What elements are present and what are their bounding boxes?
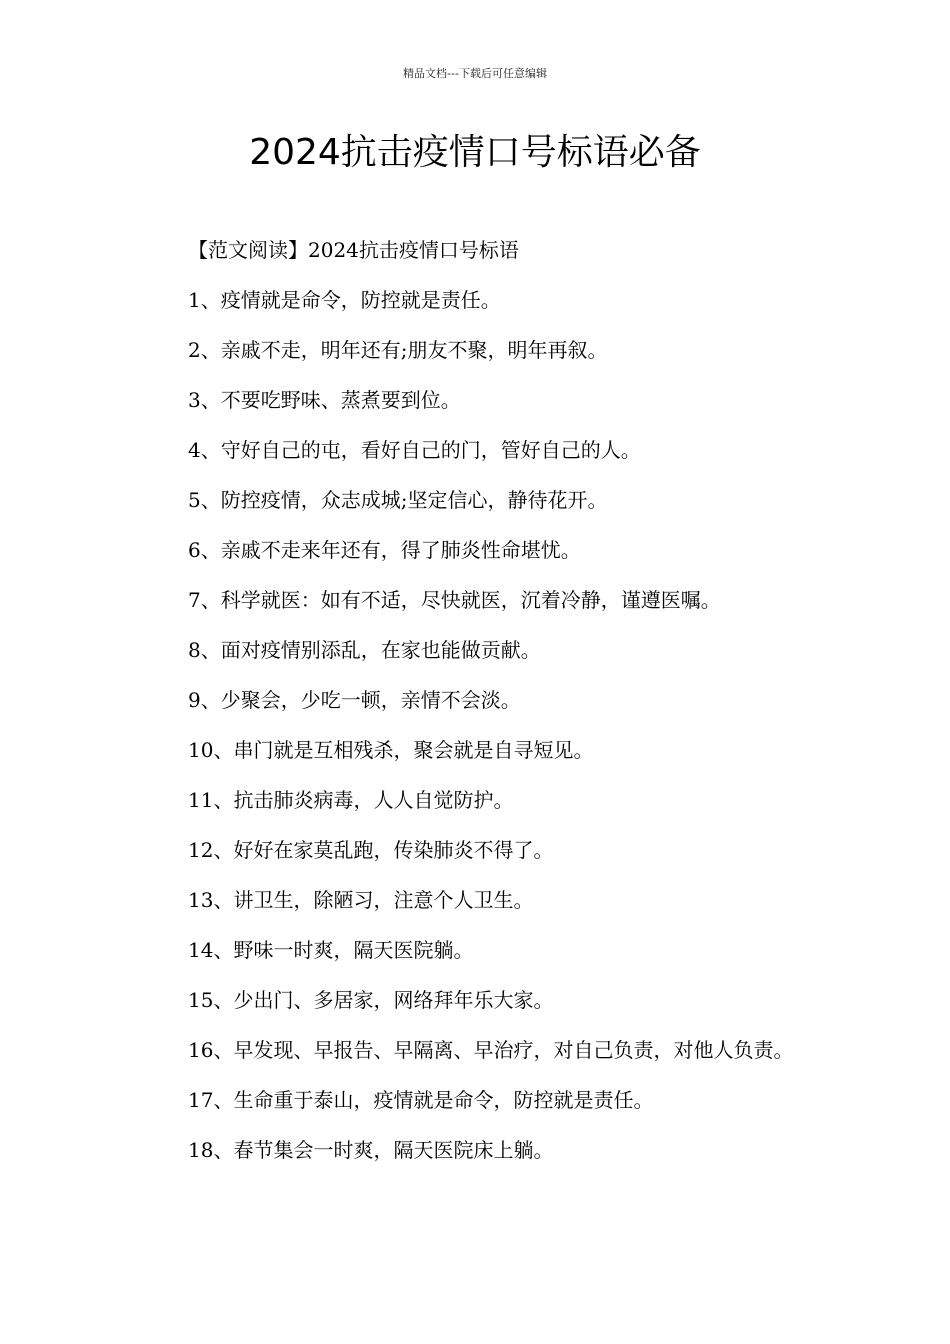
document-title: 2024抗击疫情口号标语必备 — [249, 132, 701, 173]
slogan-item: 11、抗击肺炎病毒，人人自觉防护。 — [188, 788, 514, 812]
slogan-item: 3、不要吃野味、蒸煮要到位。 — [188, 388, 461, 412]
slogan-item: 13、讲卫生，除陋习，注意个人卫生。 — [188, 888, 534, 912]
slogan-item: 1、疫情就是命令，防控就是责任。 — [188, 288, 501, 312]
slogan-item: 15、少出门、多居家，网络拜年乐大家。 — [188, 988, 554, 1012]
slogan-item: 9、少聚会，少吃一顿，亲情不会淡。 — [188, 688, 521, 712]
slogan-item: 4、守好自己的屯，看好自己的门，管好自己的人。 — [188, 438, 641, 462]
slogan-item: 17、生命重于泰山，疫情就是命令，防控就是责任。 — [188, 1088, 654, 1112]
slogan-item: 5、防控疫情，众志成城;坚定信心，静待花开。 — [188, 488, 608, 512]
slogan-item: 6、亲戚不走来年还有，得了肺炎性命堪忧。 — [188, 538, 581, 562]
slogan-item: 8、面对疫情别添乱，在家也能做贡献。 — [188, 638, 541, 662]
slogan-item: 2、亲戚不走，明年还有;朋友不聚，明年再叙。 — [188, 338, 608, 362]
slogan-item: 12、好好在家莫乱跑，传染肺炎不得了。 — [188, 838, 554, 862]
slogan-item: 14、野味一时爽，隔天医院躺。 — [188, 938, 474, 962]
slogan-item: 16、早发现、早报告、早隔离、早治疗，对自己负责，对他人负责。 — [188, 1038, 794, 1062]
document-header-note: 精品文档---下载后可任意编辑 — [403, 67, 547, 80]
document-body — [145, 225, 815, 1175]
slogan-item: 18、春节集会一时爽，隔天医院床上躺。 — [188, 1138, 554, 1162]
slogan-item: 7、科学就医：如有不适，尽快就医，沉着冷静，谨遵医嘱。 — [188, 588, 721, 612]
slogan-item: 10、串门就是互相残杀，聚会就是自寻短见。 — [188, 738, 594, 762]
intro-paragraph: 【范文阅读】2024抗击疫情口号标语 — [188, 238, 519, 262]
